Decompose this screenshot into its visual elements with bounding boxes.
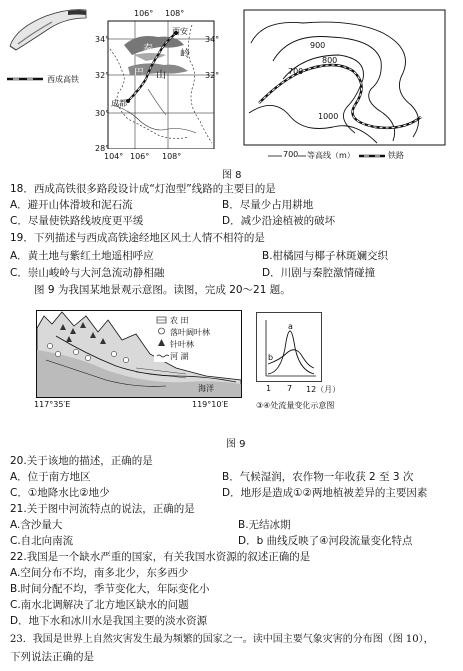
q20-option-a[interactable]: A．位于南方地区: [10, 471, 91, 483]
shan-label: 山: [156, 70, 166, 81]
q21-stem: 21.关于图中河流特点的说法，正确的是: [10, 503, 195, 515]
contour-label-900: 900: [310, 41, 326, 50]
q20-option-b[interactable]: B．气候湿润，农作物一年收获 2 至 3 次: [222, 471, 414, 483]
q19-option-c[interactable]: C．崇山峻岭与大河急流动静相融: [10, 267, 165, 279]
lon-bot-104: 104°: [104, 152, 124, 161]
ling-label: 岭: [180, 49, 190, 60]
month-tick-7: 7: [287, 384, 293, 393]
rail-legend-symbol-2: [358, 151, 386, 161]
rail-legend-symbol: [5, 74, 45, 84]
q22-option-a[interactable]: A.空间分布不均，南多北少，东多西少: [10, 567, 189, 579]
contour-legend-label: 等高线（m）: [307, 151, 355, 160]
q19-stem: 19．下列描述与西成高铁途经地区风土人情不相符的是: [10, 232, 265, 244]
q20-option-c[interactable]: C．①地降水比②地少: [10, 487, 110, 499]
month-tick-1: 1: [266, 384, 272, 393]
q18-option-d[interactable]: D．减少沿途植被的破坏: [222, 215, 336, 227]
q22-stem: 22.我国是一个缺水严重的国家，有关我国水资源的叙述正确的是: [10, 551, 311, 563]
rail-legend-label: 西成高铁: [47, 75, 79, 84]
curve-b-label: b: [268, 353, 274, 362]
q21-option-a[interactable]: A.含沙量大: [10, 519, 63, 531]
q19-option-b[interactable]: B.柑橘园与椰子林斑斓交织: [262, 250, 389, 262]
q22-option-c[interactable]: C.南水北调解决了北方地区缺水的问题: [10, 599, 189, 611]
lon-top-106: 106°: [134, 9, 154, 18]
q19-option-d[interactable]: D．川剧与秦腔激情碰撞: [262, 267, 376, 279]
q20-stem: 20.关于该地的描述，正确的是: [10, 455, 153, 467]
contour-map: [243, 9, 446, 146]
q21-option-b[interactable]: B.无结冰期: [238, 519, 291, 531]
lat-30: 30°: [95, 109, 110, 118]
contour-label-800: 800: [322, 56, 338, 65]
legend-coniferous-forest: 针叶林: [170, 340, 194, 349]
sea-label: 海洋: [198, 384, 214, 393]
curve-a-label: a: [288, 322, 293, 331]
q18-option-c[interactable]: C．尽量使铁路线坡度更平缓: [10, 215, 144, 227]
lon-bot-106: 106°: [130, 152, 150, 161]
city-label-chengdu: 成都: [111, 99, 127, 108]
contour-label-700: 700: [288, 67, 304, 76]
fig9-intro: 图 9 为我国某地景观示意图。读图，完成 20～21 题。: [34, 284, 291, 296]
figure-9-caption: 图 9: [226, 439, 246, 450]
contour-label-1000: 1000: [318, 112, 339, 121]
q21-option-c[interactable]: C.自北向南流: [10, 535, 74, 547]
figure-8-caption: 图 8: [222, 170, 242, 181]
lon-left-label: 117°35′E: [34, 400, 71, 409]
q18-option-b[interactable]: B．尽量少占用耕地: [222, 199, 314, 211]
q22-option-d[interactable]: D．地下水和冰川水是我国主要的淡水资源: [10, 615, 208, 627]
q19-option-a[interactable]: A．黄土地与紫红土地遥相呼应: [10, 250, 154, 262]
q20-option-d[interactable]: D．地形是造成①②两地植被差异的主要因素: [222, 487, 428, 499]
lat-32-left: 32°: [95, 71, 110, 80]
q23-stem-line2: 下列说法正确的是: [10, 651, 94, 663]
contour-legend-value: 700: [283, 150, 299, 159]
contour-legend-line-right: [298, 152, 306, 160]
contour-legend-line: [268, 152, 282, 160]
legend-deciduous-forest: 落叶阔叶林: [170, 328, 210, 337]
lon-top-108: 108°: [165, 9, 185, 18]
high-speed-train-image: [6, 6, 88, 54]
lon-bot-108: 108°: [162, 152, 182, 161]
legend-farmland: 农 田: [170, 316, 189, 325]
q21-option-d[interactable]: D．b 曲线反映了④河段流量变化特点: [238, 535, 413, 547]
ba-label: 巴: [134, 68, 144, 79]
month-tick-12: 12（月）: [306, 385, 341, 394]
qin-label: 秦: [143, 44, 153, 55]
lat-32-right: 32°: [205, 71, 220, 80]
q23-stem: 23．我国是世界上自然灾害发生最为频繁的国家之一。读中国主要气象灾害的分布图（图 10），: [10, 634, 434, 645]
city-label-xian: 西安: [172, 27, 188, 36]
legend-river-lake: 河 湖: [170, 352, 189, 361]
lat-28: 28°: [95, 144, 110, 153]
q22-option-b[interactable]: B.时间分配不均，季节变化大，年际变化小: [10, 583, 210, 595]
lat-34-right: 34°: [205, 35, 220, 44]
q18-option-a[interactable]: A．避开山体滑坡和泥石流: [10, 199, 133, 211]
lon-right-label: 119°10′E: [192, 400, 229, 409]
q18-stem: 18．西成高铁很多路段设计成“灯泡型”线路的主要目的是: [10, 183, 276, 195]
rail-legend-label-2: 铁路: [388, 151, 404, 160]
flow-chart-caption: ③④处流量变化示意图: [256, 401, 335, 410]
lat-34-left: 34°: [95, 35, 110, 44]
